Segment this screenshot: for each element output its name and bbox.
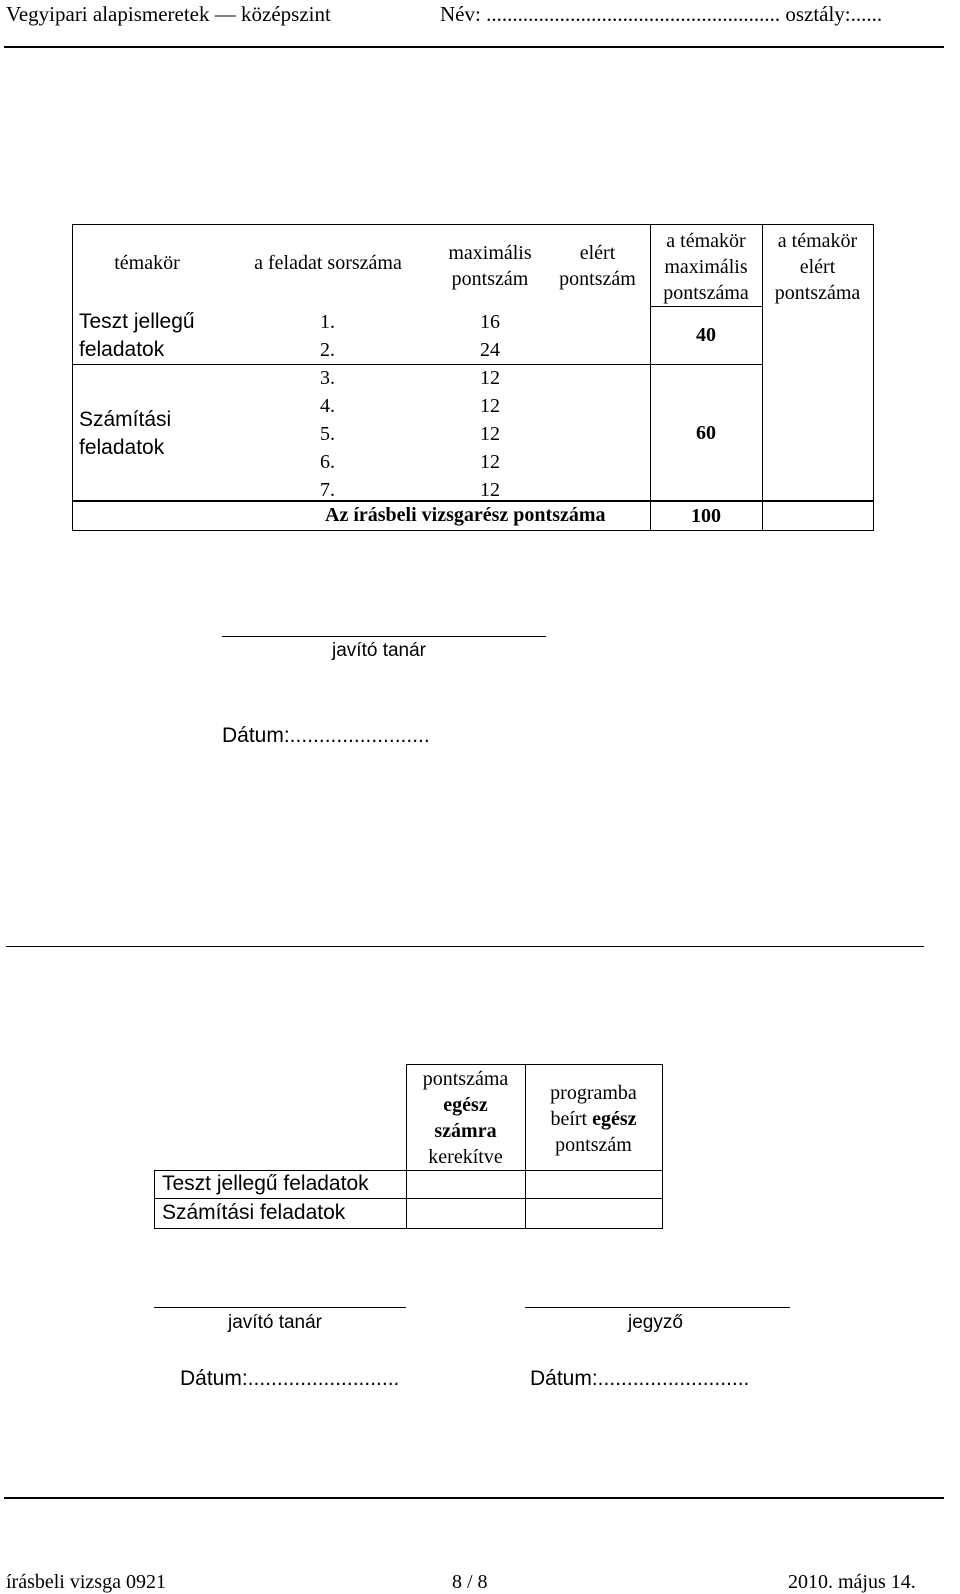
signature-line-notary: [525, 1307, 790, 1308]
total-label: Az írásbeli vizsgarész pontszáma: [325, 504, 606, 526]
signature-line: [222, 636, 546, 637]
col-header-program-entered: programba beírt egész pontszám: [550, 1082, 637, 1156]
corrector-label: javító tanár: [332, 640, 426, 661]
date-field[interactable]: Dátum:........................: [222, 724, 430, 747]
table-row: 1.: [320, 311, 335, 333]
table-row: 6.: [320, 451, 335, 473]
col-header-achieved-points: elért pontszám: [559, 242, 636, 290]
header-title: Vegyipari alapismeretek — középszint: [6, 2, 331, 26]
table-row: Teszt jellegű feladatok: [162, 1172, 369, 1195]
task-max-points: 16 24 12 12 12 12 12: [480, 311, 500, 501]
table-row: 4.: [320, 395, 335, 417]
table-row: Számítási feladatok: [162, 1201, 346, 1224]
table-row: 5.: [320, 423, 335, 445]
col-header-rounded: pontszáma egész számra kerekítve: [422, 1068, 509, 1168]
col-header-max-points: maximális pontszám: [448, 242, 532, 290]
date-field-notary[interactable]: Dátum:..........................: [530, 1367, 750, 1390]
table-row: 2.: [320, 339, 335, 361]
group-test-max: 40: [696, 324, 716, 346]
header-rule: [4, 46, 944, 48]
col-header-topic-achieved: a témakör elért pontszáma: [774, 230, 861, 304]
separator-line: [6, 946, 924, 947]
corrector-label-2: javító tanár: [228, 1312, 322, 1333]
footer-date: 2010. május 14.: [788, 1571, 916, 1593]
footer-rule: [4, 1497, 944, 1499]
col-header-task-no: a feladat sorszáma: [254, 252, 402, 274]
header-name-class: Név: ........................................................ osztály:......: [440, 2, 883, 26]
col-header-topic: témakör: [114, 252, 180, 274]
table-row: 7.: [320, 479, 335, 501]
group-calc-max: 60: [696, 422, 716, 444]
footer-exam-id: írásbeli vizsga 0921: [6, 1571, 166, 1593]
page-number: 8 / 8: [452, 1571, 488, 1593]
notary-label: jegyző: [628, 1312, 683, 1333]
total-value: 100: [691, 505, 721, 527]
col-header-topic-max: a témakör maximális pontszáma: [663, 230, 749, 304]
table-row: 3.: [320, 367, 335, 389]
group-test-label: Teszt jellegű feladatok: [79, 310, 195, 361]
date-field-corrector[interactable]: Dátum:..........................: [180, 1367, 400, 1390]
group-calc-label: Számítási feladatok: [79, 408, 172, 459]
signature-line-corrector: [154, 1307, 406, 1308]
task-numbers: [320, 308, 335, 504]
